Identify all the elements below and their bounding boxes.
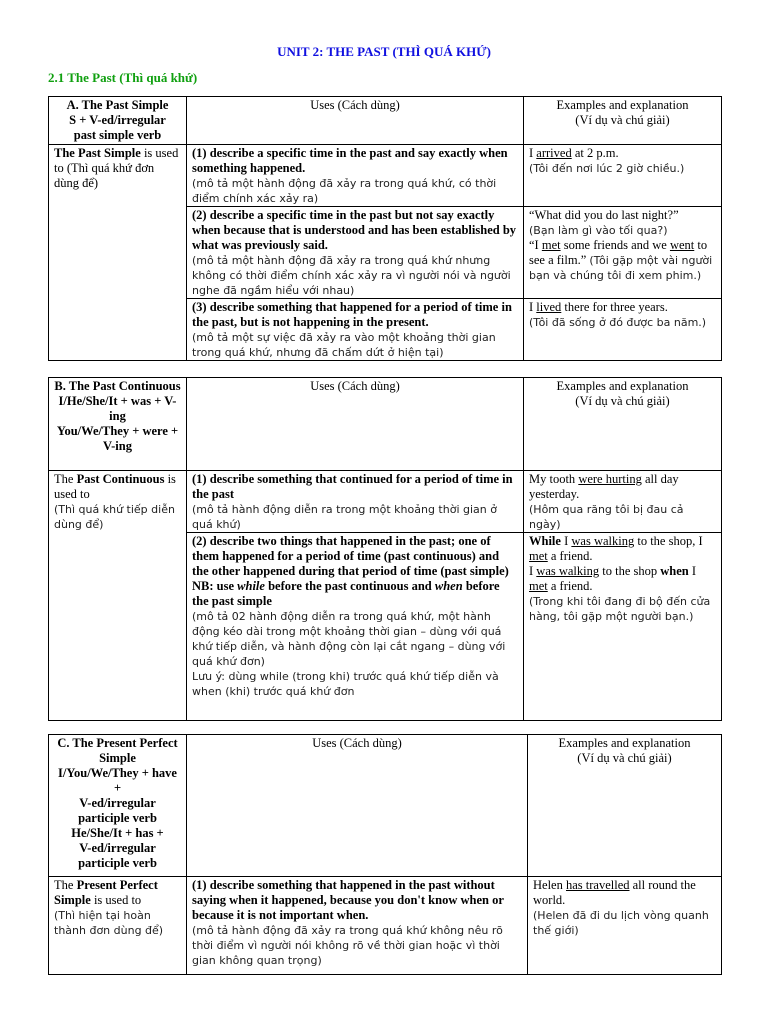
use-en: (1) describe something that continued for a period of time in the past [192, 472, 513, 501]
use-vi: (mô tả một hành động đã xảy ra trong quá khứ, có thời điểm chính xác xảy ra) [192, 177, 497, 205]
example-text: some friends and we [560, 238, 670, 252]
example-verb: met [529, 579, 548, 593]
label-text: is used to [90, 893, 142, 907]
use-vi-note: Lưu ý: dùng while (trong khi) trước quá khứ tiếp diễn và when (khi) trước quá khứ đơn [192, 670, 499, 698]
label-bold: Present Perfect Simple [54, 878, 158, 907]
use-vi: (mô tả một hành động đã xảy ra trong quá khứ nhưng không có thời điểm chính xác xảy ra vì người nói và người nghe đã ngầm hiểu với nhau) [192, 254, 511, 297]
table-c-head [49, 735, 187, 877]
use-en: (1) describe a specific time in the past and say exactly when something happened. [192, 146, 508, 175]
use-cell [187, 877, 528, 975]
use-vi: (mô tả hành động diễn ra trong một khoảng thời gian ở quá khứ) [192, 503, 497, 531]
example-vi: (Tôi gặp một vài người bạn và chúng tôi đi xem phim.) [529, 254, 713, 282]
example-line [529, 534, 716, 564]
example-verb: was walking [571, 534, 635, 548]
use-en: (1) describe something that happened in the past without saying when it happened, because you don't know when or because it is not important when. [192, 878, 504, 922]
example-cell [524, 207, 722, 299]
examples-header-line: (Ví dụ và chú giải) [575, 113, 670, 127]
example-text: a friend. [547, 549, 593, 563]
table-c-head-line: V-ed/irregular participle verb [78, 796, 157, 825]
example-text: I [529, 300, 537, 314]
uses-header: Uses (Cách dùng) [187, 735, 528, 877]
table-past-continuous [48, 377, 722, 721]
use-cell [187, 207, 524, 299]
example-text: Helen [533, 878, 566, 892]
example-verb: went [669, 238, 695, 252]
example-keyword: when [660, 564, 689, 578]
example-text: “I [529, 238, 542, 252]
use-cell [187, 145, 524, 207]
example-cell [524, 145, 722, 207]
uses-header: Uses (Cách dùng) [187, 378, 524, 471]
use-vi: (mô tả 02 hành động diễn ra trong quá khứ, một hành động kéo dài trong một khoảng thời gian – dùng với quá khứ tiếp diễn, và hành động còn lại cắt ngang – dùng với quá khứ đơn) [192, 610, 506, 668]
example-vi: (Trong khi tôi đang đi bộ đến cửa hàng, tôi gặp một người bạn.) [529, 595, 711, 623]
label-vi: (Thì quá khứ tiếp diễn dùng để) [54, 503, 175, 531]
examples-header [524, 378, 722, 471]
examples-header [524, 97, 722, 145]
example-text: a friend. [547, 579, 593, 593]
use-cell [187, 533, 524, 721]
table-present-perfect [48, 734, 722, 975]
table-a-head-line: past simple verb [73, 128, 162, 142]
table-b-label [49, 471, 187, 721]
page-title: UNIT 2: THE PAST (THÌ QUÁ KHỨ) [277, 44, 491, 59]
use-note [192, 579, 518, 609]
table-c-head-line: He/She/It + has + [71, 826, 164, 840]
examples-header-line: Examples and explanation [556, 379, 689, 393]
example-line [529, 564, 716, 594]
use-en: (2) describe two things that happened in the past; one of them happened for a period of time (past continuous) and the other happened during that period of time (past simple) [192, 534, 509, 578]
example-text: to the shop [599, 564, 661, 578]
table-a-head-line: A. The Past Simple [66, 98, 169, 112]
example-text: all day yesterday. [529, 472, 679, 501]
section-title: 2.1 The Past (Thì quá khứ) [48, 70, 198, 85]
example-verb: met [541, 238, 561, 252]
example-text: I [688, 564, 697, 578]
example-text: to the shop, I [634, 534, 703, 548]
example-text: I [560, 534, 572, 548]
label-text: The [54, 878, 77, 892]
examples-header-line: Examples and explanation [558, 736, 691, 750]
example-verb: was walking [536, 564, 600, 578]
table-a-label [49, 145, 187, 361]
example-question-vi: (Bạn làm gì vào tối qua?) [529, 224, 668, 237]
label-bold: The Past Simple [54, 146, 141, 160]
example-question: “What did you do last night?” [529, 208, 679, 222]
table-a-head [49, 97, 187, 145]
example-cell [524, 533, 722, 721]
note-keyword: while [237, 579, 265, 593]
use-vi: (mô tả một sự việc đã xảy ra vào một khoảng thời gian trong quá khứ, nhưng đã chấm dứt ở hiện tại) [192, 331, 496, 359]
example-cell [524, 471, 722, 533]
example-text: at 2 p.m. [571, 146, 619, 160]
label-bold: Past Continuous [76, 472, 165, 486]
table-c-head-line: I/You/We/They + have + [58, 766, 177, 795]
example-vi: (Tôi đến nơi lúc 2 giờ chiều.) [529, 162, 685, 175]
table-b-head-line: B. The Past Continuous [54, 379, 181, 393]
example-text: I [529, 146, 537, 160]
example-verb: lived [536, 300, 562, 314]
examples-header-line: Examples and explanation [556, 98, 689, 112]
examples-header [528, 735, 722, 877]
example-keyword: While [529, 534, 561, 548]
note-keyword: when [434, 579, 463, 593]
use-en: (3) describe something that happened for a period of time in the past, but is not happening in the present. [192, 300, 512, 329]
example-verb: has travelled [565, 878, 630, 892]
example-text: there for three years. [561, 300, 668, 314]
label-text: is used to [54, 472, 176, 501]
uses-header: Uses (Cách dùng) [187, 97, 524, 145]
note-text: before the past simple [192, 579, 500, 608]
table-c-head-line: V-ed/irregular participle verb [78, 841, 157, 870]
example-verb: arrived [536, 146, 572, 160]
use-cell [187, 299, 524, 361]
table-c-label [49, 877, 187, 975]
label-vi: (Thì hiện tại hoàn thành đơn dùng để) [54, 909, 164, 937]
example-verb: met [529, 549, 548, 563]
use-vi: (mô tả hành động đã xảy ra trong quá khứ không nêu rõ thời điểm vì người nói không rõ về thời gian hoặc vì thời gian không quan trọng) [192, 924, 503, 967]
use-en: (2) describe a specific time in the past but not say exactly when because that is understood and has been established by what was previously said. [192, 208, 517, 252]
example-text: to see a film.” [529, 238, 708, 267]
example-vi: (Hôm qua răng tôi bị đau cả ngày) [529, 503, 684, 531]
examples-header-line: (Ví dụ và chú giải) [577, 751, 672, 765]
example-verb: were hurting [578, 472, 642, 486]
example-vi: (Tôi đã sống ở đó được ba năm.) [529, 316, 707, 329]
note-text: NB: use [192, 579, 238, 593]
use-cell [187, 471, 524, 533]
example-text: all round the world. [533, 878, 696, 907]
label-text: The [54, 472, 77, 486]
table-past-simple [48, 96, 722, 361]
note-text: before the past continuous and [264, 579, 435, 593]
examples-header-line: (Ví dụ và chú giải) [575, 394, 670, 408]
table-b-head [49, 378, 187, 471]
example-vi: (Helen đã đi du lịch vòng quanh thế giới) [533, 909, 709, 937]
label-text: is used to (Thì quá khứ đơn dùng để) [54, 146, 179, 190]
example-cell [528, 877, 722, 975]
table-a-head-line: S + V-ed/irregular [69, 113, 166, 127]
example-text: I [529, 564, 537, 578]
table-c-head-line: C. The Present Perfect Simple [57, 736, 178, 765]
table-b-head-line: You/We/They + were + V-ing [56, 424, 179, 453]
table-b-head-line: I/He/She/It + was + V-ing [58, 394, 177, 423]
example-text: My tooth [529, 472, 579, 486]
example-cell [524, 299, 722, 361]
